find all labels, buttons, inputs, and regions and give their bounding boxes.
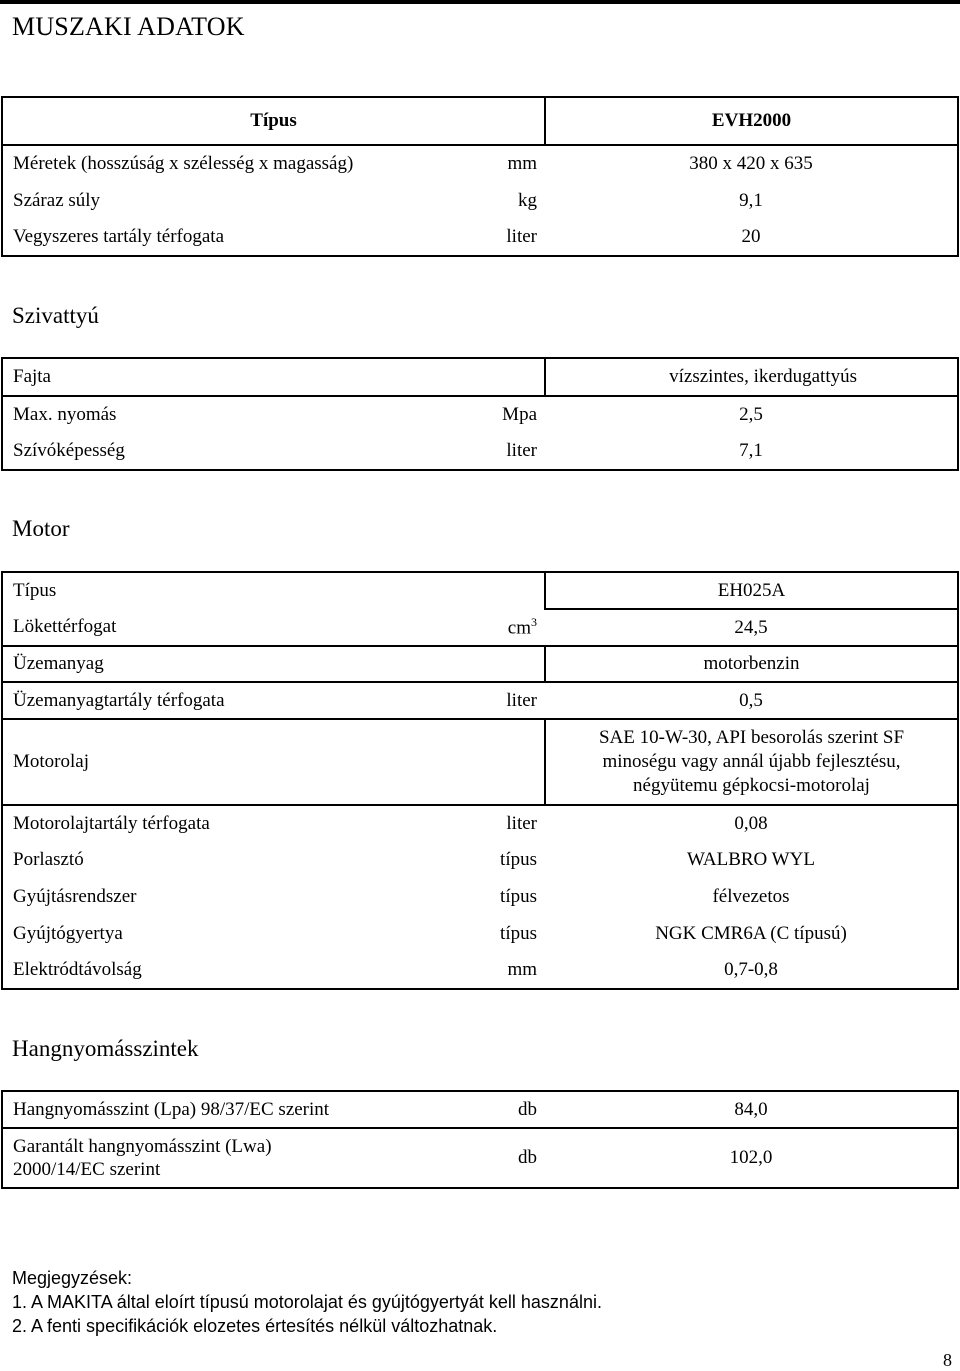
table-row xyxy=(2,219,958,256)
row-unit: liter xyxy=(472,682,545,719)
row-value: 24,5 xyxy=(545,609,958,646)
table-row xyxy=(2,145,958,182)
row-value: 84,0 xyxy=(545,1091,958,1128)
row-label: Elektródtávolság xyxy=(2,952,472,989)
row-label-line: 2000/14/EC szerint xyxy=(13,1159,161,1180)
row-value: 7,1 xyxy=(545,433,958,470)
motor-spec-table xyxy=(1,571,959,990)
row-value: 2,5 xyxy=(545,396,958,433)
row-value: vízszintes, ikerdugattyús xyxy=(545,358,958,396)
oil-value-line: SAE 10-W-30, API besorolás szerint SF xyxy=(598,727,905,748)
general-spec-table xyxy=(1,96,959,257)
row-label: Lökettérfogat xyxy=(2,609,472,646)
row-unit: liter xyxy=(472,433,545,470)
motor-section-title: Motor xyxy=(12,516,70,541)
row-label: Üzemanyag xyxy=(2,646,545,682)
row-unit: mm xyxy=(472,952,545,989)
row-label: Porlasztó xyxy=(2,841,472,878)
row-unit: típus xyxy=(500,922,537,944)
table-row xyxy=(2,182,958,219)
row-label: Gyújtásrendszer xyxy=(2,878,472,915)
table-row xyxy=(2,358,958,396)
row-label xyxy=(2,1128,472,1188)
table-row xyxy=(2,719,958,805)
noise-section-title: Hangnyomásszintek xyxy=(12,1036,199,1061)
unit-superscript: 3 xyxy=(531,614,537,629)
row-label: Szívóképesség xyxy=(2,433,472,470)
table-row xyxy=(2,915,958,952)
row-unit: mm xyxy=(507,153,538,174)
row-unit: típus xyxy=(500,885,537,907)
row-unit: típus xyxy=(500,848,537,870)
row-unit: Mpa xyxy=(502,404,537,425)
table-row xyxy=(2,1091,958,1128)
row-value: motorbenzin xyxy=(545,646,958,682)
table-row xyxy=(2,841,958,878)
page-title: MUSZAKI ADATOK xyxy=(12,12,245,41)
pump-spec-table xyxy=(1,357,959,471)
row-value: félvezetos xyxy=(545,878,958,915)
row-value: 0,08 xyxy=(545,805,958,841)
row-unit: liter xyxy=(472,219,545,256)
row-value: 0,7-0,8 xyxy=(545,952,958,989)
row-value: EH025A xyxy=(545,572,958,609)
row-label: Gyújtógyertya xyxy=(2,915,472,952)
type-header-label: Típus xyxy=(2,97,545,145)
table-row xyxy=(2,609,958,646)
row-label: Max. nyomás xyxy=(2,396,472,433)
row-label-line: Garantált hangnyomásszint (Lwa) xyxy=(13,1136,272,1157)
row-unit: db xyxy=(472,1128,545,1188)
row-label: Motorolaj xyxy=(2,719,545,805)
note-item: 1. A MAKITA által eloírt típusú motorolajat és gyújtógyertyát kell használni. xyxy=(12,1292,602,1312)
row-value: 102,0 xyxy=(545,1128,958,1188)
row-label: Fajta xyxy=(2,358,545,396)
top-rule xyxy=(0,0,960,4)
table-row xyxy=(2,646,958,682)
table-row xyxy=(2,682,958,719)
row-value: 9,1 xyxy=(545,182,958,219)
noise-spec-table xyxy=(1,1090,959,1189)
table-row xyxy=(2,952,958,989)
row-label: Hangnyomásszint (Lpa) 98/37/EC szerint xyxy=(2,1091,472,1128)
page-number: 8 xyxy=(943,1350,952,1370)
table-row xyxy=(2,396,958,433)
type-header-value: EVH2000 xyxy=(545,97,958,145)
oil-value-line: négyütemu gépkocsi-motorolaj xyxy=(633,775,870,796)
row-unit: db xyxy=(472,1091,545,1128)
oil-value-line: minoségu vagy annál újabb fejlesztésu, xyxy=(602,751,901,772)
row-label: Vegyszeres tartály térfogata xyxy=(2,219,472,256)
row-unit xyxy=(472,609,545,646)
row-label: Száraz súly xyxy=(2,182,472,219)
table-row xyxy=(2,97,958,145)
row-value: NGK CMR6A (C típusú) xyxy=(545,915,958,952)
pump-section-title: Szivattyú xyxy=(12,303,99,328)
row-label: Üzemanyagtartály térfogata xyxy=(2,682,472,719)
row-value: 0,5 xyxy=(545,682,958,719)
row-value: 20 xyxy=(545,219,958,256)
row-value: WALBRO WYL xyxy=(545,841,958,878)
row-value: 380 x 420 x 635 xyxy=(545,145,958,182)
table-row xyxy=(2,572,958,609)
table-row xyxy=(2,433,958,470)
notes xyxy=(12,1266,602,1338)
row-label: Méretek (hosszúság x szélesség x magasság) xyxy=(2,145,472,182)
notes-title: Megjegyzések: xyxy=(12,1268,133,1288)
row-label: Motorolajtartály térfogata xyxy=(2,805,472,841)
unit-base: cm xyxy=(507,617,531,639)
table-row xyxy=(2,805,958,841)
oil-value xyxy=(545,719,958,805)
notes-list xyxy=(12,1290,602,1338)
row-label: Típus xyxy=(2,572,545,609)
note-item: 2. A fenti specifikációk elozetes értesítés nélkül változhatnak. xyxy=(12,1316,498,1336)
table-row xyxy=(2,878,958,915)
row-unit: kg xyxy=(518,189,538,211)
row-unit: liter xyxy=(506,812,537,834)
table-row xyxy=(2,1128,958,1188)
